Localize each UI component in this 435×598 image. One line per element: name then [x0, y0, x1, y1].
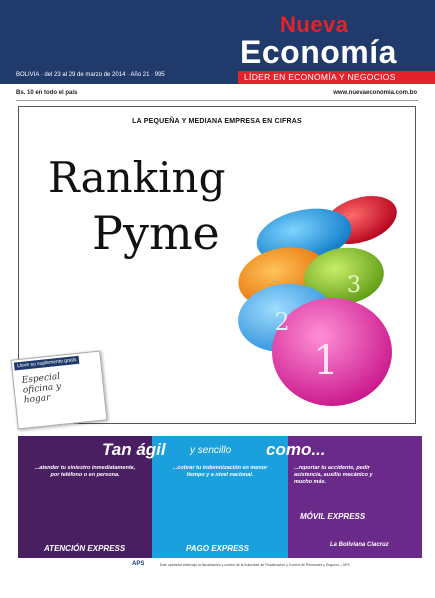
ad-headline-c: como...: [266, 440, 326, 459]
ad-label-movil: MÓVIL EXPRESS: [300, 512, 366, 521]
footer-disclaimer: Este operador está bajo la fiscalización y control de la Autoridad de Fiscalización y Control de Pensiones y Seguros – APS: [160, 563, 350, 567]
price-label: Bs. 10 en todo el país: [16, 90, 78, 96]
heart-number-3: 3: [347, 273, 361, 298]
header-rule: [16, 100, 418, 101]
ad-copy-pago: ...cobrar tu indemnización en menor tiempo y a nivel nacional.: [172, 465, 268, 478]
ad-headline-a: Tan ágil: [102, 440, 166, 459]
cover-title-ranking: Ranking: [48, 153, 226, 202]
supplement-title-line-2: oficina y: [22, 381, 62, 396]
ad-label-pago: PAGO EXPRESS: [186, 544, 249, 553]
ad-copy-atencion: ...atender tu siniestro inmediatamente, por teléfono o en persona.: [34, 465, 136, 478]
cover-title-pyme: Pyme: [92, 206, 220, 260]
supplement-title-line-3: hogar: [23, 392, 51, 406]
heart-number-2: 2: [274, 308, 290, 336]
supplement-tag: Lleve su suplemento gratis: [14, 356, 80, 371]
ad-headline-b: y sencillo: [190, 445, 232, 456]
ad-label-atencion: ATENCIÓN EXPRESS: [44, 544, 126, 553]
website-link[interactable]: www.nuevaeconomia.com.bo: [333, 90, 417, 96]
logo-economia: Economía: [240, 34, 397, 70]
footer-aps-logo: APS: [132, 561, 145, 567]
supplement-thumbnail[interactable]: [11, 350, 108, 429]
supplement-title: [21, 372, 62, 406]
hearts-illustration: [232, 196, 422, 412]
tagline: LÍDER EN ECONOMÍA Y NEGOCIOS: [244, 72, 396, 82]
logo-nueva: Nueva: [280, 12, 349, 37]
ad-brand: La Boliviana Ciacruz: [330, 542, 389, 548]
ad-copy-movil: ...reportar tu accidente, pedir asistencia, auxilio mecánico y mucho más.: [294, 465, 373, 485]
heart-number-1: 1: [313, 338, 339, 384]
supplement-title-line-1: Especial: [21, 371, 61, 386]
issue-line: BOLIVIA · del 23 al 29 de marzo de 2014 · Año 21 · 995: [16, 72, 165, 78]
cover-supertitle: LA PEQUEÑA Y MEDIANA EMPRESA EN CIFRAS: [132, 118, 302, 125]
